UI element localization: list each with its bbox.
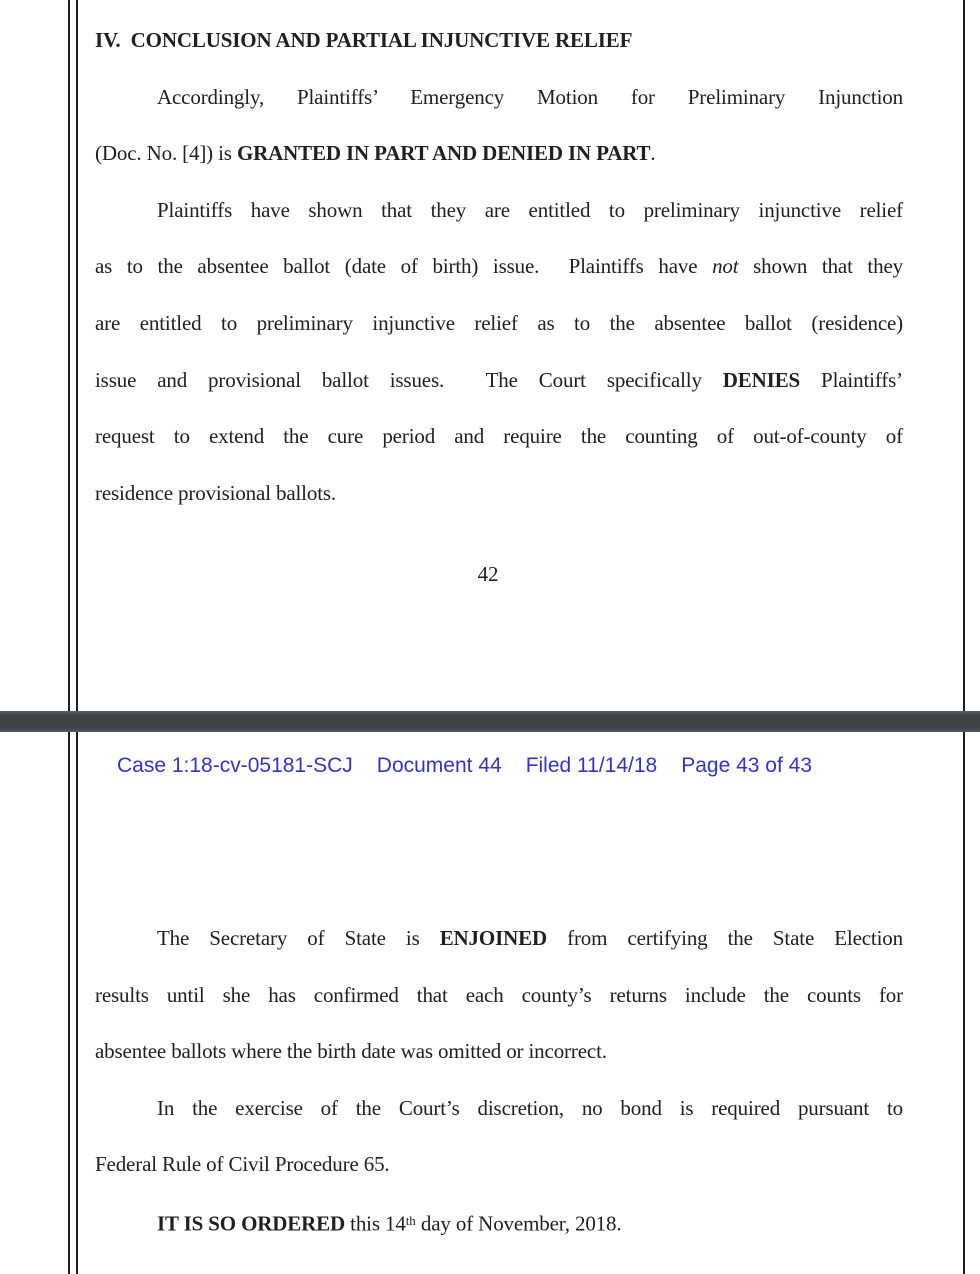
text-segment: th (405, 1212, 416, 1228)
stamp-part: Filed 11/14/18 (525, 754, 658, 777)
text-segment: shown that they (738, 254, 903, 279)
text-segment: IV. CONCLUSION AND PARTIAL INJUNCTIVE RELIEF (95, 28, 633, 52)
text-segment: Accordingly, Plaintiffs’ Emergency Motion for Preliminary Injunction (157, 84, 903, 109)
document-line (95, 182, 903, 239)
page-42-body (95, 12, 903, 521)
text-segment: ENJOINED (439, 926, 548, 950)
document-line (95, 1193, 903, 1252)
text-segment: The Secretary of State is (157, 926, 440, 950)
text-segment: this 14 (345, 1211, 406, 1236)
text-segment: Plaintiffs have shown that they are entitled to preliminary injunctive relief (157, 197, 903, 222)
document-line (95, 12, 903, 69)
page-border-line-right (963, 732, 965, 1274)
text-segment: GRANTED IN PART AND DENIED IN PART (236, 141, 651, 166)
text-segment: . (650, 141, 656, 166)
document-line (95, 1080, 903, 1137)
text-segment: Federal Rule of Civil Procedure 65. (95, 1152, 390, 1177)
text-segment: not (712, 254, 739, 279)
document-line (95, 967, 903, 1024)
text-segment: (Doc. No. [4]) is (95, 141, 237, 166)
text-segment: results until she has confirmed that each county’s returns include the counts for (95, 982, 903, 1007)
page-border-line-left-outer (68, 732, 70, 1274)
document-line (95, 408, 903, 465)
page-42-footer (95, 529, 903, 603)
document-line (95, 238, 903, 295)
case-stamp (117, 751, 937, 781)
text-segment: are entitled to preliminary injunctive relief as to the absentee ballot (residence) (95, 310, 903, 335)
document-line (95, 295, 903, 352)
stamp-part: Page 43 of 43 (681, 754, 813, 777)
document-line (95, 125, 903, 182)
document-line (95, 352, 903, 409)
stamp-part: Document 44 (376, 754, 502, 777)
page-number: 42 (477, 562, 499, 586)
text-segment: Plaintiffs’ (800, 367, 903, 392)
text-segment: day of November, 2018. (415, 1211, 622, 1236)
page-border-line-right (963, 0, 965, 712)
stamp-part: Case 1:18-cv-05181-SCJ (117, 754, 353, 777)
text-segment: request to extend the cure period and require the counting of out-of-county of (95, 424, 903, 449)
text-segment: residence provisional ballots. (95, 480, 337, 505)
text-segment: as to the absentee ballot (date of birth) issue. Plaintiffs have (95, 254, 713, 279)
text-segment: issue and provisional ballot issues. The Court specifically (95, 367, 723, 392)
page-border-line-left-inner (76, 0, 78, 712)
document-line (95, 465, 903, 522)
document-line (95, 69, 903, 126)
text-segment: IT IS SO ORDERED (157, 1211, 346, 1236)
page-border-line-left-inner (76, 732, 78, 1274)
document-line (95, 910, 903, 967)
text-segment: DENIES (722, 367, 801, 392)
page-43-body (95, 910, 903, 1252)
page-separator (0, 711, 980, 732)
document-line (95, 1136, 903, 1193)
document-line (95, 1023, 903, 1080)
text-segment: from certifying the State Election (547, 926, 903, 950)
text-segment: In the exercise of the Court’s discretion, no bond is required pursuant to (157, 1095, 903, 1120)
text-segment: absentee ballots where the birth date was omitted or incorrect. (95, 1039, 607, 1064)
pdf-page-43 (0, 732, 980, 1274)
page-border-line-left-outer (68, 0, 70, 712)
